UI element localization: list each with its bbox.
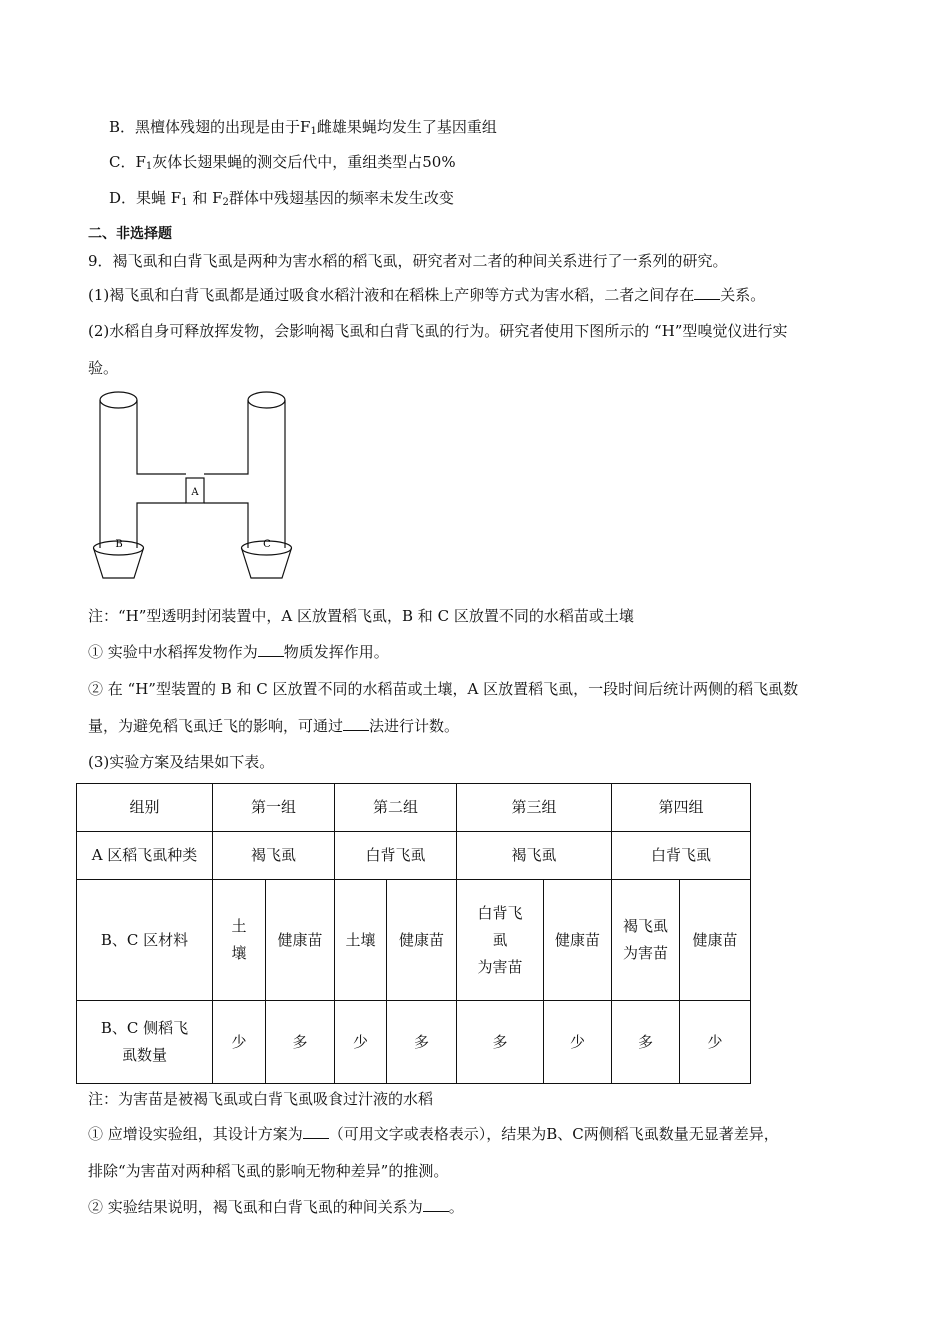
q9-part3-sub2 <box>88 1197 464 1217</box>
experiment-table <box>76 783 751 1084</box>
answer-blank[interactable] <box>343 716 369 731</box>
table-row <box>77 880 751 1001</box>
table-cell: 白背飞虱 <box>612 832 751 880</box>
option-b-text-end: 雌雄果蝇均发生了基因重组 <box>316 118 497 136</box>
answer-blank[interactable] <box>423 1197 449 1212</box>
table-cell: 少 <box>213 1001 266 1084</box>
right-tube-lower <box>204 503 248 548</box>
table-cell: 第三组 <box>457 784 612 832</box>
option-c-text: C．F <box>109 153 146 171</box>
q9-part1-text: (1)褐飞虱和白背飞虱都是通过吸食水稻汁液和在稻株上产卵等方式为害水稻，二者之间存在 <box>88 286 695 304</box>
table-cell: 健康苗 <box>544 880 612 1001</box>
q9-part3-sub2-text-end: 。 <box>448 1198 464 1216</box>
h-olfactometer-diagram <box>88 388 308 586</box>
q9-part3-sub1-text-end: （可用文字或表格表示），结果为B、C两侧稻飞虱数量无显著差异， <box>328 1125 779 1143</box>
q9-sub2-text: 量，为避免稻飞虱迁飞的影响，可通过 <box>88 717 344 735</box>
subscript: 2 <box>222 197 229 208</box>
table-note: 注：为害苗是被褐飞虱或白背飞虱吸食过汁液的水稻 <box>88 1090 434 1108</box>
table-cell: 多 <box>457 1001 544 1084</box>
table-cell: 组别 <box>77 784 213 832</box>
option-d <box>109 188 454 208</box>
q9-part2-line1: (2)水稻自身可释放挥发物，会影响褐飞虱和白背飞虱的行为。研究者使用下图所示的 “H”型嗅觉仪进行实 <box>88 322 788 340</box>
table-cell: B、C 区材料 <box>77 880 213 1001</box>
table-row <box>77 1001 751 1084</box>
section-title: 二、非选择题 <box>88 226 172 242</box>
label-c: C <box>263 539 271 550</box>
option-c <box>109 152 456 172</box>
table-cell: 褐飞虱 <box>213 832 335 880</box>
left-tube-top <box>100 392 137 408</box>
q9-part2-line2: 验。 <box>88 359 119 377</box>
q9-sub1-text-end: 物质发挥作用。 <box>283 643 389 661</box>
table-cell: 健康苗 <box>387 880 457 1001</box>
q9-part3-sub1-line2: 排除“为害苗对两种稻飞虱的影响无物种差异”的推测。 <box>88 1162 449 1180</box>
table-cell: 多 <box>387 1001 457 1084</box>
diagram-note: 注：“H”型透明封闭装置中，A 区放置稻飞虱，B 和 C 区放置不同的水稻苗或土壤 <box>88 607 634 625</box>
q9-part3: (3)实验方案及结果如下表。 <box>88 753 275 771</box>
q9-part3-sub1-text: ① 应增设实验组，其设计方案为 <box>88 1125 303 1143</box>
subscript: 1 <box>310 126 317 137</box>
answer-blank[interactable] <box>258 642 284 657</box>
table-cell: 白背飞虱 <box>335 832 457 880</box>
q9-sub2-text-end: 法进行计数。 <box>369 717 460 735</box>
q9-intro: 9．褐飞虱和白背飞虱是两种为害水稻的稻飞虱，研究者对二者的种间关系进行了一系列的研究。 <box>88 252 728 270</box>
label-b: B <box>115 539 123 550</box>
table-cell: 第一组 <box>213 784 335 832</box>
q9-part1 <box>88 285 765 305</box>
left-tube-inner <box>137 400 186 474</box>
subscript: 1 <box>181 197 188 208</box>
table-cell: 健康苗 <box>680 880 751 1001</box>
option-b <box>109 117 497 137</box>
answer-blank[interactable] <box>694 285 720 300</box>
q9-part3-sub1-line1 <box>88 1124 779 1144</box>
table-cell: 少 <box>544 1001 612 1084</box>
table-cell: 白背飞 虱 为害苗 <box>457 880 544 1001</box>
table-cell: 土 壤 <box>213 880 266 1001</box>
table-cell: 多 <box>266 1001 335 1084</box>
subscript: 1 <box>145 161 153 172</box>
table-cell: 第二组 <box>335 784 457 832</box>
right-tube-top <box>248 392 285 408</box>
table-cell: 第四组 <box>612 784 751 832</box>
table-cell: 褐飞虱 为害苗 <box>612 880 680 1001</box>
table-cell: A 区稻飞虱种类 <box>77 832 213 880</box>
option-d-text-end: 群体中残翅基因的频率未发生改变 <box>228 189 454 207</box>
q9-sub2-line2 <box>88 716 459 736</box>
table-cell: 多 <box>612 1001 680 1084</box>
option-b-text: B．黑檀体残翅的出现是由于F <box>109 118 311 136</box>
answer-blank[interactable] <box>303 1124 329 1139</box>
table-cell: 健康苗 <box>266 880 335 1001</box>
q9-part3-sub2-text: ② 实验结果说明，褐飞虱和白背飞虱的种间关系为 <box>88 1198 423 1216</box>
label-a: A <box>191 487 199 498</box>
option-d-text: D．果蝇 F <box>109 189 182 207</box>
table-row <box>77 784 751 832</box>
q9-sub1 <box>88 642 389 662</box>
table-cell: 少 <box>680 1001 751 1084</box>
table-cell: B、C 侧稻飞 虱数量 <box>77 1001 213 1084</box>
q9-sub2-line1: ② 在 “H”型装置的 B 和 C 区放置不同的水稻苗或土壤，A 区放置稻飞虱，一段时间后统计两侧的稻飞虱数 <box>88 680 799 698</box>
option-c-text-end: 灰体长翅果蝇的测交后代中，重组类型占50% <box>152 153 456 171</box>
table-cell: 少 <box>335 1001 387 1084</box>
table-cell: 土壤 <box>335 880 387 1001</box>
table-cell: 褐飞虱 <box>457 832 612 880</box>
right-tube-inner <box>204 400 248 474</box>
q9-part1-text-end: 关系。 <box>720 286 766 304</box>
option-d-text-mid: 和 F <box>187 189 223 207</box>
q9-sub1-text: ① 实验中水稻挥发物作为 <box>88 643 258 661</box>
table-row <box>77 832 751 880</box>
left-tube-lower <box>137 503 186 548</box>
